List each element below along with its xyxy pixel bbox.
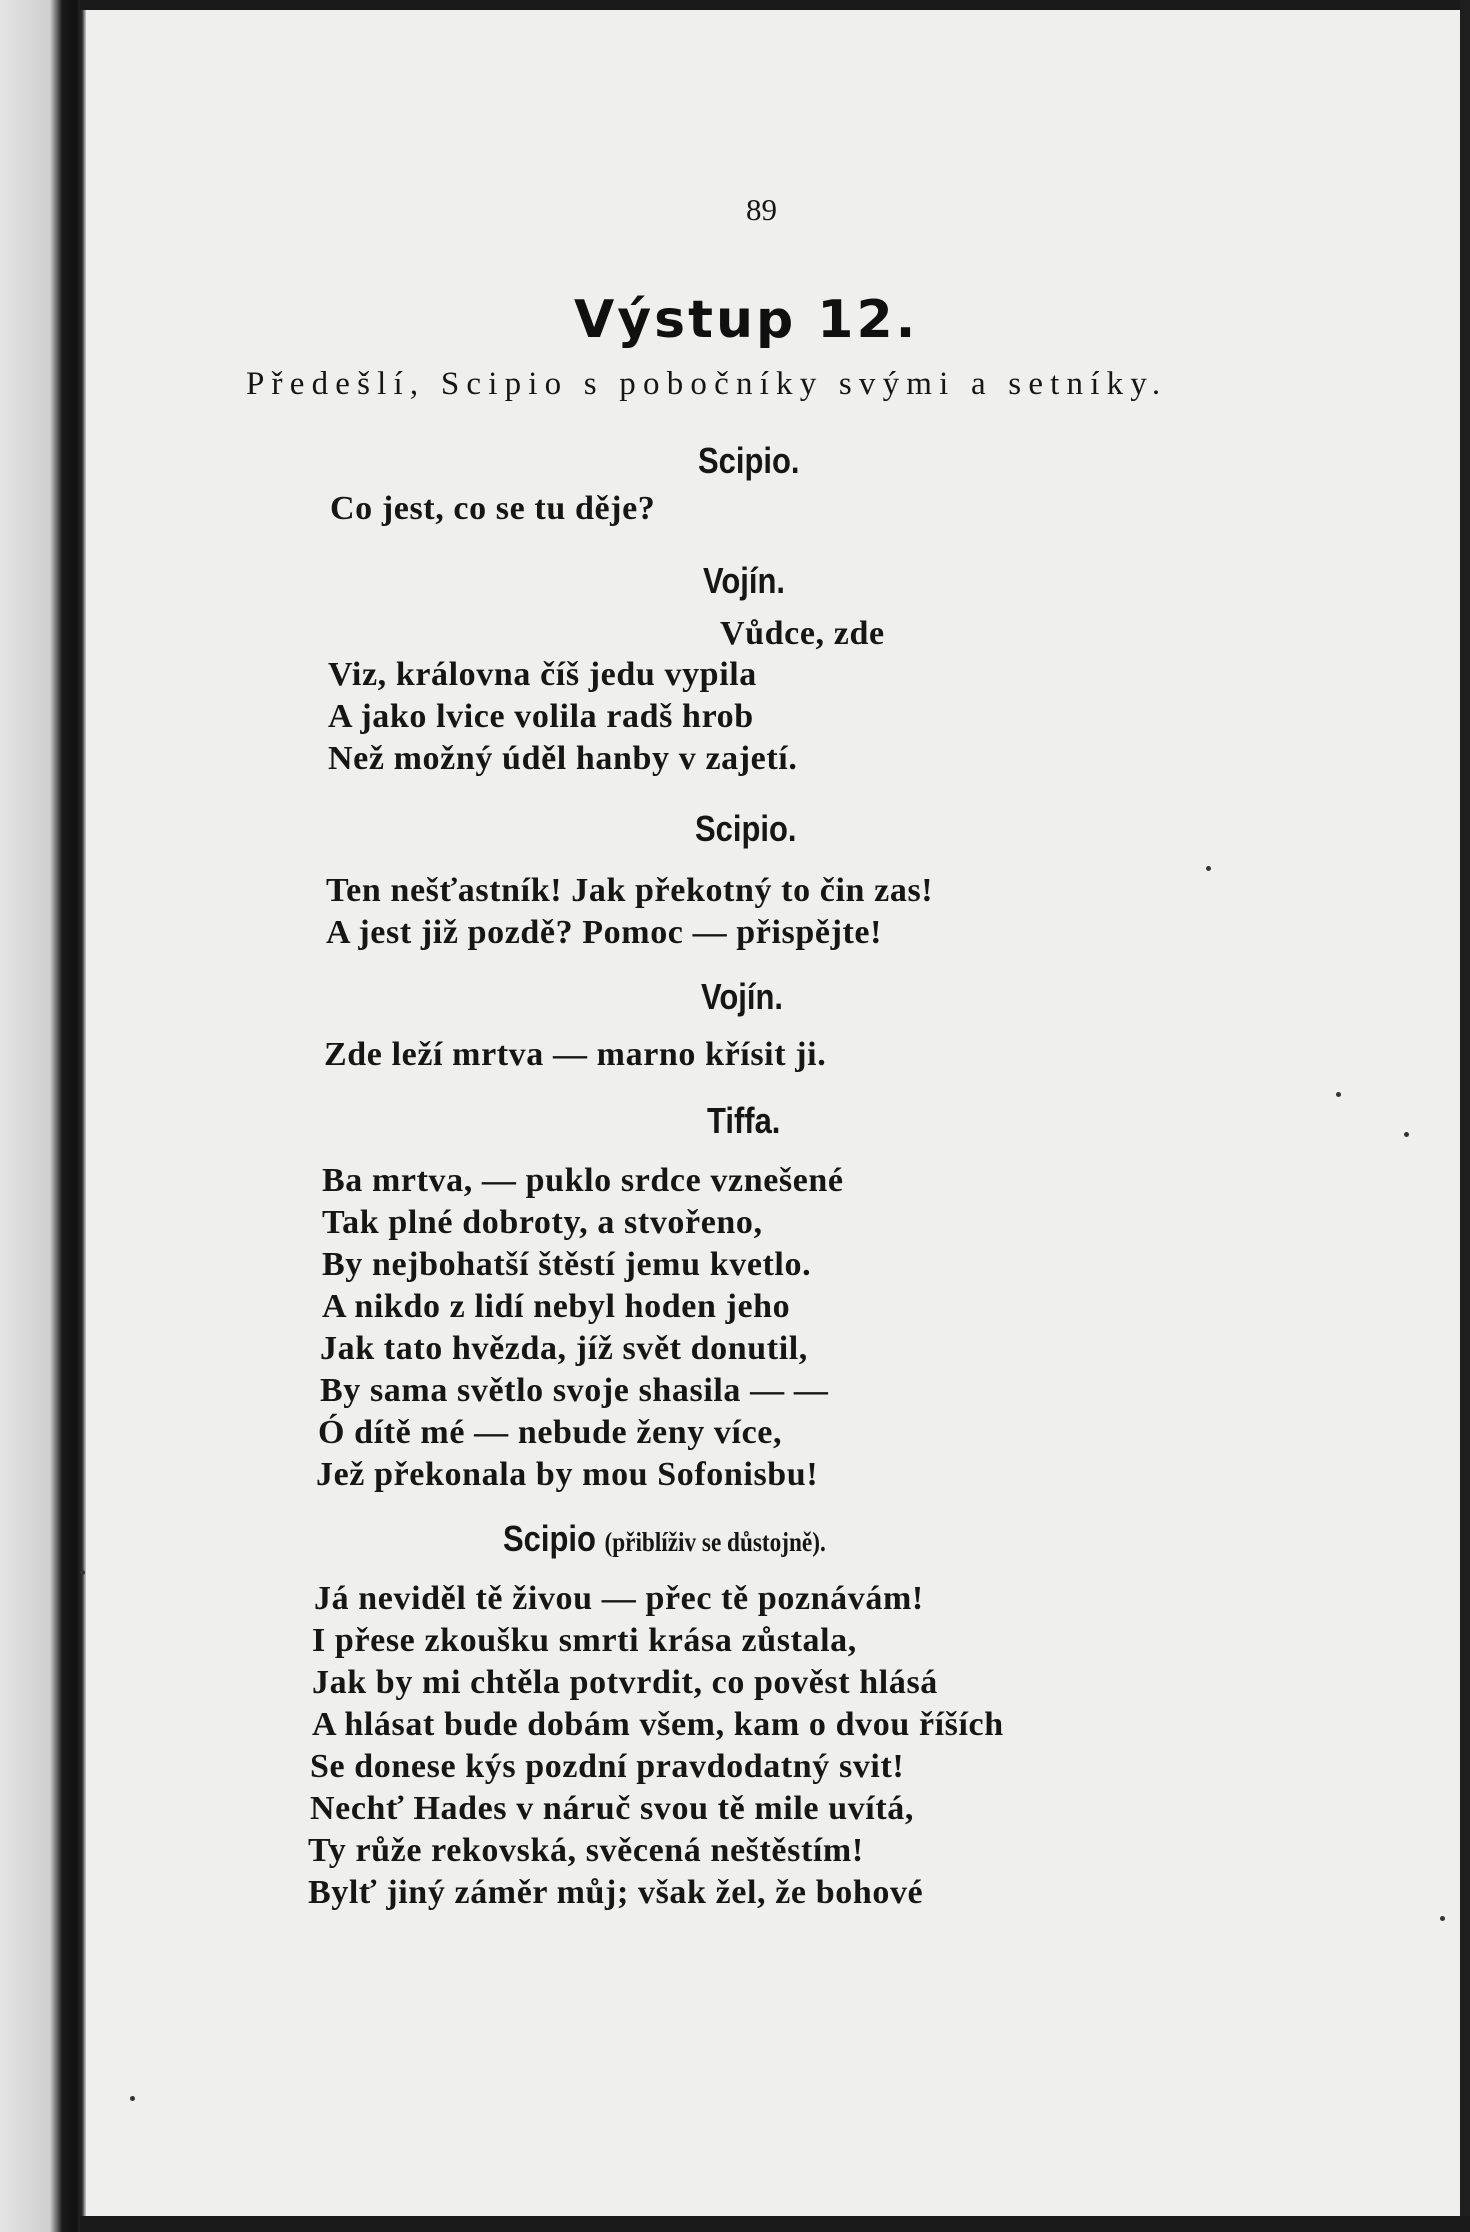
speaker-name: Vojín. — [703, 560, 785, 601]
verse-line: Vůdce, zde — [720, 615, 885, 652]
speaker-name: Scipio. — [698, 440, 800, 481]
verse-line: Ten nešťastník! Jak překotný to čin zas! — [326, 872, 934, 909]
verse-line: By sama světlo svoje shasila — — — [320, 1372, 829, 1409]
scan-border-bottom — [80, 2216, 1470, 2232]
scan-speck — [130, 2096, 135, 2101]
stage-direction: Předešlí, Scipio s pobočníky svými a setníky. — [246, 366, 1168, 402]
verse-line: A jest již pozdě? Pomoc — přispějte! — [326, 914, 883, 951]
scan-speck — [1206, 866, 1211, 871]
page-number: 89 — [746, 192, 777, 227]
scan-speck — [80, 1570, 85, 1575]
verse-line: Nechť Hades v náruč svou tě mile uvítá, — [310, 1790, 914, 1827]
scene-title: Výstup 12. — [574, 290, 919, 350]
speaker-name: Vojín. — [701, 976, 783, 1017]
verse-line: Ty růže rekovská, svěcená neštěstím! — [308, 1832, 864, 1869]
scan-border-right — [1460, 0, 1470, 2232]
verse-line: Ba mrtva, — puklo srdce vznešené — [322, 1162, 844, 1199]
verse-line: Jež překonala by mou Sofonisbu! — [316, 1456, 819, 1493]
scan-speck — [1336, 1092, 1341, 1097]
verse-line: By nejbohatší štěstí jemu kvetlo. — [322, 1246, 812, 1283]
speaker-name: Tiffa. — [707, 1100, 781, 1141]
verse-line: Já neviděl tě živou — přec tě poznávám! — [314, 1580, 924, 1617]
verse-line: Tak plné dobroty, a stvořeno, — [322, 1204, 763, 1241]
verse-line: Jak by mi chtěla potvrdit, co pověst hlásá — [312, 1664, 938, 1701]
verse-line: A hlásat bude dobám všem, kam o dvou říších — [312, 1706, 1004, 1743]
book-spine-shadow — [0, 0, 86, 2232]
verse-line: Bylť jiný záměr můj; však žel, že bohové — [308, 1874, 924, 1911]
stage-note: (přiblíživ se důstojně). — [604, 1527, 826, 1557]
speaker-name: Scipio. — [695, 808, 797, 849]
speaker-label: Scipio — [503, 1518, 596, 1559]
verse-line: Jak tato hvězda, jíž svět donutil, — [320, 1330, 808, 1367]
scan-speck — [1404, 1132, 1409, 1137]
verse-line: Se donese kýs pozdní pravdodatný svit! — [310, 1748, 905, 1785]
scan-speck — [1440, 1916, 1445, 1921]
verse-line: Zde leží mrtva — marno křísit ji. — [324, 1036, 827, 1073]
scan-border-top — [80, 0, 1470, 10]
verse-line: Co jest, co se tu děje? — [330, 490, 656, 527]
verse-line: A jako lvice volila radš hrob — [328, 698, 754, 735]
speaker-name — [503, 1518, 826, 1560]
verse-line: Viz, královna číš jedu vypila — [328, 656, 757, 693]
verse-line: A nikdo z lidí nebyl hoden jeho — [322, 1288, 791, 1325]
verse-line: Než možný úděl hanby v zajetí. — [328, 740, 798, 777]
verse-line: Ó dítě mé — nebude ženy více, — [318, 1414, 783, 1451]
verse-line: I přese zkoušku smrti krása zůstala, — [312, 1622, 857, 1659]
